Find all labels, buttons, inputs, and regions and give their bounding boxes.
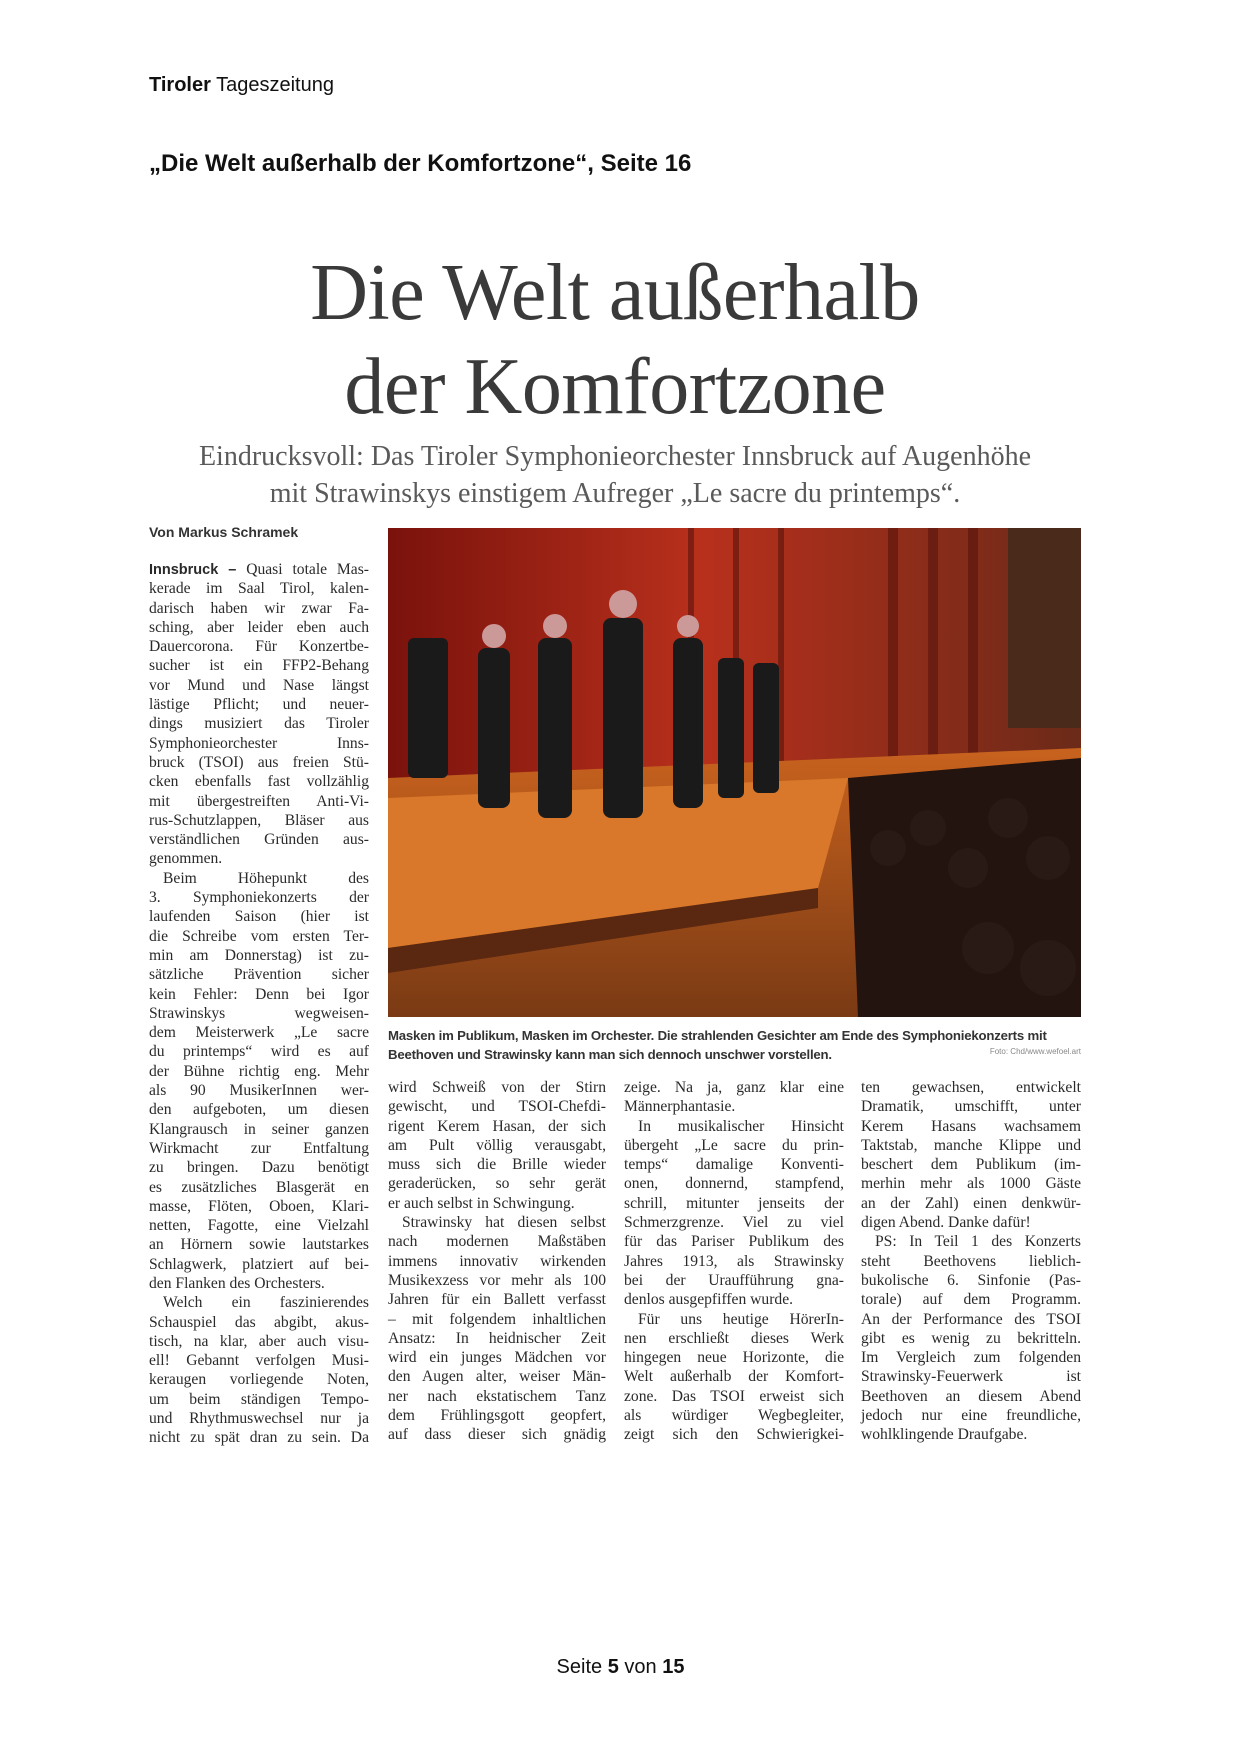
article-text-line: onen, donnernd, stampfend, (624, 1175, 844, 1193)
article-text-line: Schmerzgrenze. Viel zu viel (624, 1214, 844, 1232)
article-text-line: Dauercorona. Für Konzertbe- (149, 638, 369, 656)
article-text-line: nicht zu spät dran zu sein. Da (149, 1429, 369, 1447)
article-text-line: sucher ist ein FFP2-Behang (149, 657, 369, 675)
article-text-line: geraderücken, so sehr gerät (388, 1175, 606, 1193)
article-text-line: es zusätzliches Blasgerät en (149, 1178, 369, 1196)
article-text-line: jedoch nur eine freundliche, (861, 1407, 1081, 1425)
deck-line: Eindrucksvoll: Das Tiroler Symphonieorchester Innsbruck auf Augenhöhe (198, 441, 1032, 472)
article-text-line: der Bühne richtig eng. Mehr (149, 1062, 369, 1080)
article-text-line: Beim Höhepunkt des (163, 869, 369, 887)
article-text-line: – mit folgendem inhaltlichen (388, 1310, 606, 1328)
article-text-line: auf dass dieser sich gnädig (388, 1426, 606, 1444)
article-column-1 (149, 560, 369, 1448)
article-text-line: nach modernen Maßstäben (388, 1233, 606, 1251)
article-text-line: zeige. Na ja, ganz klar eine (624, 1079, 844, 1096)
dateline: Innsbruck – (149, 562, 237, 578)
article-text: Quasi totale Mas- (246, 561, 369, 578)
photo-caption: Masken im Publikum, Masken im Orchester. Die strahlenden Gesichter am Ende des Symphoniekonzerts mit Beethoven und Strawinsky kann man sich dennoch unschwer vorstellen. (388, 1028, 1047, 1062)
article-text-line: kerade im Saal Tirol, kalen- (149, 580, 369, 598)
article-text-line: an der Zahl) einen denkwür- (861, 1194, 1081, 1212)
article-text-line: wohlklingende Draufgabe. (861, 1426, 1028, 1444)
article-text-line: und Rhythmuswechsel nur ja (149, 1410, 369, 1428)
article-text-line: gibt es wenig zu bekritteln. (861, 1329, 1081, 1347)
article-text-line: Wirkmacht zur Entfaltung (149, 1139, 369, 1157)
article-text-line: muss sich die Brille wieder (388, 1156, 606, 1174)
article-text-line: die Schreibe vom ersten Ter- (149, 927, 369, 945)
article-text-line: als würdiger Wegbegleiter, (624, 1407, 844, 1425)
article-text-line: ell! Gebannt verfolgen Musi- (149, 1352, 369, 1370)
deck-line: mit Strawinskys einstigem Aufreger „Le sacre du printemps“. (269, 478, 961, 509)
article-text-line: bukolische 6. Sinfonie (Pas- (861, 1271, 1081, 1289)
article-text-line: bei der Uraufführung gna- (624, 1271, 844, 1289)
concert-photo (388, 528, 1081, 1017)
article-text-line: zu bringen. Dazu benötigt (149, 1159, 369, 1177)
headline-line: der Komfortzone (344, 343, 886, 431)
article-text-line: ner nach ekstatischem Tanz (388, 1387, 606, 1405)
article-text-line: keraugen vorliegende Noten, (149, 1371, 369, 1389)
article-text-line: Im Vergleich zum folgenden (861, 1349, 1081, 1367)
article-text-line: cken ebenfalls fast vollzählig (149, 773, 369, 791)
article-text-line: gewischt, und TSOI-Chefdi- (388, 1098, 606, 1116)
article-column-3 (624, 1078, 844, 1445)
article-text-line: dings musiziert das Tiroler (149, 715, 369, 733)
article-column-2 (388, 1078, 606, 1445)
article-text-line: An der Performance des TSOI (861, 1310, 1081, 1328)
article-text-line: temps“ damalige Konventi- (624, 1156, 844, 1174)
article-text-line: nen erschließt dieses Werk (624, 1329, 844, 1347)
article-text-line: wird ein junges Mädchen vor (388, 1349, 606, 1367)
article-text-line: den aufgeboten, um diesen (149, 1101, 369, 1119)
article-text-line: laufenden Saison (hier ist (149, 908, 369, 926)
article-text-line: beschert dem Publikum (im- (861, 1156, 1081, 1174)
article-text-line (149, 560, 369, 579)
article-text-line: Symphonieorchester Inns- (149, 734, 369, 752)
article-text-line: denlos ausgepfiffen wurde. (624, 1291, 794, 1309)
article-text-line: Welt außerhalb der Komfort- (624, 1368, 844, 1386)
article-text-line: rus-Schutzlappen, Bläser aus (149, 811, 369, 829)
article-deck (149, 438, 1081, 512)
article-text-line: Welch ein faszinierendes (163, 1294, 369, 1312)
article-text-line: 3. Symphoniekonzerts der (149, 889, 369, 907)
article-text-line: immens innovativ wirkenden (388, 1252, 606, 1270)
article-text-line: am Pult völlig verausgabt, (388, 1136, 606, 1154)
article-text-line: sching, aber leider eben auch (149, 618, 369, 636)
article-text-line: zeigt sich den Schwierigkei- (624, 1426, 844, 1444)
article-text-line: Ansatz: In heidnischer Zeit (388, 1329, 606, 1347)
article-text-line: merhin mehr als 1000 Gäste (861, 1175, 1081, 1193)
article-text-line: Männerphantasie. (624, 1098, 736, 1116)
article-column-4 (861, 1078, 1081, 1445)
article-text-line: vor Mund und Nase längst (149, 676, 369, 694)
article-text-line: Musikexzess vor mehr als 100 (388, 1271, 606, 1289)
headline-line: Die Welt außerhalb (310, 249, 920, 337)
article-text-line: In musikalischer Hinsicht (638, 1117, 844, 1135)
article-text-line: schrill, mitunter jenseits der (624, 1194, 844, 1212)
article-text-line: Kerem Hasans wachsamem (861, 1117, 1081, 1135)
article-text-line: min am Donnerstag) ist zu- (149, 946, 369, 964)
article-text-line: netten, Fagotte, eine Vielzahl (149, 1217, 369, 1235)
footer-prefix: Seite (556, 1656, 603, 1678)
article-headline (149, 246, 1081, 434)
article-text-line: lästige Pflicht; und neuer- (149, 696, 369, 714)
article-text-line: den Augen alter, weiser Män- (388, 1368, 606, 1386)
article-text-line: steht Beethovens lieblich- (861, 1252, 1081, 1270)
article-text-line: er auch selbst in Schwingung. (388, 1194, 575, 1212)
article-text-line: du printemps“ wird es auf (149, 1043, 369, 1061)
article-reference: „Die Welt außerhalb der Komfortzone“, Seite 16 (149, 150, 692, 177)
byline: Von Markus Schramek (149, 524, 299, 540)
article-text-line: Beethoven an diesem Abend (861, 1387, 1081, 1405)
footer-of: von (624, 1656, 657, 1678)
article-text-line: als 90 MusikerInnen wer- (149, 1082, 369, 1100)
article-text-line: darisch haben wir zwar Fa- (149, 599, 369, 617)
article-text-line: PS: In Teil 1 des Konzerts (875, 1233, 1081, 1251)
total-pages: 15 (662, 1656, 685, 1678)
article-text-line: tisch, na klar, aber auch visu- (149, 1332, 369, 1350)
current-page: 5 (607, 1656, 619, 1678)
article-text-line: kein Fehler: Denn bei Igor (149, 985, 369, 1003)
article-text-line: Strawinsky-Feuerwerk ist (861, 1368, 1081, 1386)
article-text-line: rigent Kerem Hasan, der sich (388, 1117, 606, 1135)
article-text-line: mit übergestreiften Anti-Vi- (149, 792, 369, 810)
article-text-line: ten gewachsen, entwickelt (861, 1079, 1081, 1096)
article-text-line: Jahres 1913, als Strawinsky (624, 1252, 844, 1270)
article-text-line: dem Frühlingsgott geopfert, (388, 1407, 606, 1425)
orchestra-stage-image (388, 528, 1081, 1017)
article-text-line: Strawinsky hat diesen selbst (402, 1214, 606, 1232)
article-text-line: sätzliche Prävention sicher (149, 966, 369, 984)
article-text-line: masse, Flöten, Oboen, Klari- (149, 1197, 369, 1215)
article-text-line: Klangrausch in seiner ganzen (149, 1120, 369, 1138)
publication-name-bold: Tiroler (149, 74, 211, 96)
article-text-line: Jahren für ein Ballett verfasst (388, 1291, 606, 1309)
article-text-line: Für uns heutige HörerIn- (638, 1310, 844, 1328)
article-text-line: Schauspiel das abgibt, akus- (149, 1313, 369, 1331)
article-text-line: dem Meisterwerk „Le sacre (149, 1024, 369, 1042)
article-text-line: für das Pariser Publikum des (624, 1233, 844, 1251)
page-footer (0, 1656, 1241, 1679)
article-text-line: Dramatik, umschifft, unter (861, 1098, 1081, 1116)
article-text-line: Taktstab, manche Klippe und (861, 1136, 1081, 1154)
article-text-line: um beim ständigen Tempo- (149, 1390, 369, 1408)
article-text-line: übergeht „Le sacre du prin- (624, 1136, 844, 1154)
article-text-line: verständlichen Gründen aus- (149, 831, 369, 849)
photo-credit: Foto: Chd/www.wefoel.art (989, 1047, 1081, 1056)
article-text-line: an Hörnern sowie lautstarkes (149, 1236, 369, 1254)
article-text-line: genommen. (149, 850, 223, 868)
article-text-line: den Flanken des Orchesters. (149, 1274, 325, 1292)
article-text-line: torale) auf dem Programm. (861, 1291, 1081, 1309)
article-text-line: Schlagwerk, platziert auf bei- (149, 1255, 369, 1273)
article-text-line: hingegen neue Horizonte, die (624, 1349, 844, 1367)
article-text-line: Strawinskys wegweisen- (149, 1004, 369, 1022)
article-text-line: zone. Das TSOI erweist sich (624, 1387, 844, 1405)
publication-name (149, 74, 334, 97)
article-text-line: bruck (TSOI) aus freien Stü- (149, 753, 369, 771)
publication-name-rest: Tageszeitung (216, 74, 334, 96)
article-text-line: wird Schweiß von der Stirn (388, 1079, 606, 1096)
article-text-line: digen Abend. Danke dafür! (861, 1214, 1031, 1232)
